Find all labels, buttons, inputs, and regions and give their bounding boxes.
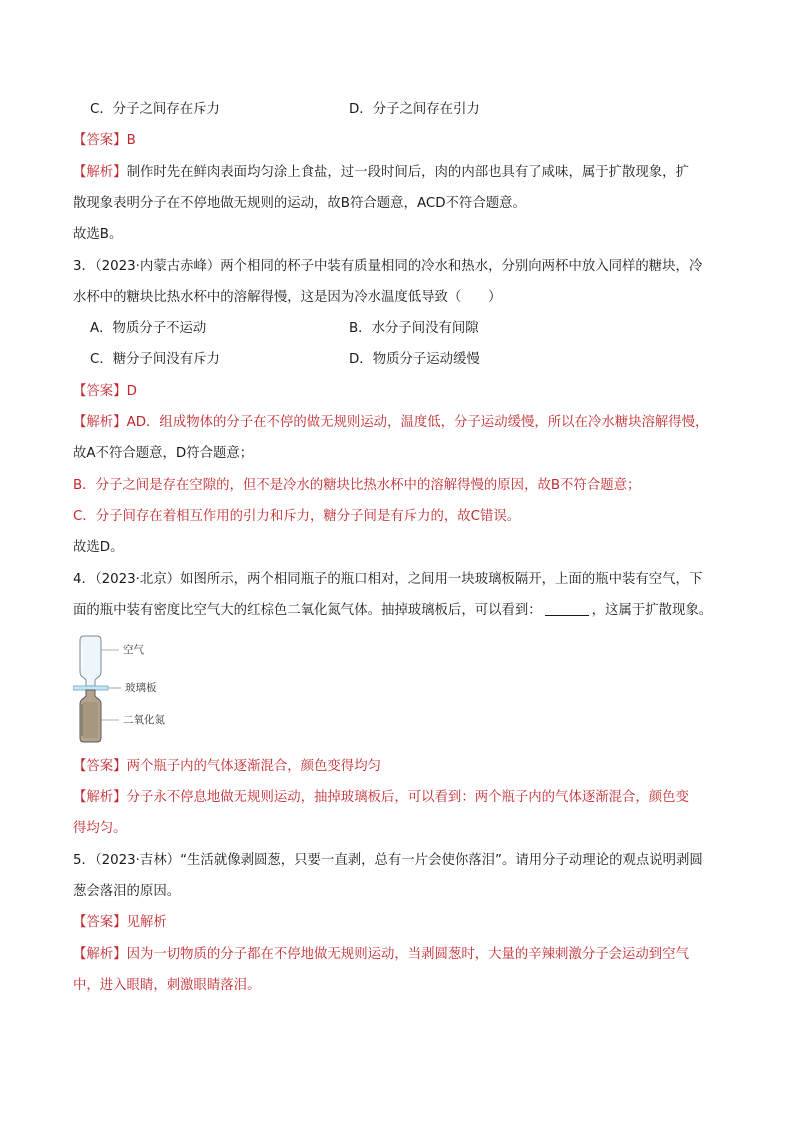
q4-analysis-line-1 — [73, 788, 689, 808]
q3-analysis-line-2: 故A不符合题意，D符合题意； — [73, 446, 254, 461]
q4-analysis-line-2: 得均匀。 — [73, 821, 127, 836]
answer-tag: 【答案】 — [73, 915, 127, 930]
q3-option-b: B．水分子间没有间隙 — [349, 321, 479, 336]
q2-answer — [73, 131, 136, 151]
q4-answer — [73, 757, 381, 777]
answer-tag: 【答案】 — [73, 384, 127, 399]
analysis-text: 分子永不停息地做无规则运动，抽掉玻璃板后，可以看到：两个瓶子内的气体逐渐混合，颜色变 — [126, 790, 689, 805]
analysis-text: 制作时先在鲜肉表面均匀涂上食盐，过一段时间后，肉的内部也具有了咸味，属于扩散现象，扩 — [126, 165, 689, 180]
q2-analysis-line-1 — [73, 163, 689, 183]
answer-value: B — [126, 133, 136, 148]
q4-stem-after-blank: ，这属于扩散现象。 — [591, 603, 713, 618]
answer-tag: 【答案】 — [73, 759, 127, 774]
analysis-tag: 【解析】 — [73, 415, 127, 430]
q4-stem-before-blank: 面的瓶中装有密度比空气大的红棕色二氧化氮气体。抽掉玻璃板后，可以看到： — [73, 603, 542, 618]
glass-plate — [73, 686, 108, 690]
q3-answer — [73, 382, 137, 402]
q3-analysis-line-3: B．分子之间是存在空隙的，但不是冷水的糖块比热水杯中的溶解得慢的原因，故B不符合题意； — [73, 478, 641, 493]
q3-option-a: A．物质分子不运动 — [90, 321, 207, 336]
analysis-tag: 【解析】 — [73, 165, 127, 180]
q2-analysis-line-2: 散现象表明分子在不停地做无规则的运动，故B符合题意，ACD不符合题意。 — [73, 196, 526, 211]
answer-tag: 【答案】 — [73, 133, 127, 148]
analysis-text: AD．组成物体的分子在不停的做无规则运动，温度低，分子运动缓慢，所以在冷水糖块溶解得慢， — [126, 415, 709, 430]
q5-stem-line-1: 5．（2023·吉林）“生活就像剥圆葱，只要一直剥，总有一片会使你落泪”。请用分子动理论的观点说明剥圆 — [73, 853, 703, 868]
q5-stem-line-2: 葱会落泪的原因。 — [73, 884, 181, 899]
answer-value: 两个瓶子内的气体逐渐混合，颜色变得均匀 — [126, 759, 381, 774]
q5-answer — [73, 913, 167, 933]
q5-analysis-line-1 — [73, 945, 689, 965]
figure-label-glass: 玻璃板 — [125, 682, 157, 694]
upper-bottle — [80, 636, 101, 686]
q5-analysis-line-2: 中，进入眼睛，刺激眼睛落泪。 — [73, 978, 261, 993]
q3-stem-line-2: 水杯中的糖块比热水杯中的溶解得慢，这是因为冷水温度低导致（ ） — [73, 290, 502, 305]
q3-option-c: C．糖分子间没有斥力 — [90, 352, 220, 367]
analysis-tag: 【解析】 — [73, 947, 127, 962]
bottles-diagram — [73, 634, 213, 746]
q2-option-c: C．分子之间存在斥力 — [90, 102, 220, 117]
q2-option-d: D．分子之间存在引力 — [349, 102, 480, 117]
analysis-tag: 【解析】 — [73, 790, 127, 805]
answer-blank — [545, 601, 589, 616]
q3-analysis-line-1 — [73, 413, 708, 433]
figure-label-no2: 二氧化氮 — [123, 714, 165, 726]
answer-value: D — [126, 384, 137, 399]
q3-stem-line-1: 3．（2023·内蒙古赤峰）两个相同的杯子中装有质量相同的冷水和热水，分别向两杯中放入同样的糖块，冷 — [73, 259, 703, 274]
analysis-text: 因为一切物质的分子都在不停地做无规则运动，当剥圆葱时，大量的辛辣刺激分子会运动到空气 — [126, 947, 689, 962]
q3-analysis-line-4: C．分子间存在着相互作用的引力和斥力，糖分子间是有斥力的，故C错误。 — [73, 509, 521, 524]
answer-value: 见解析 — [126, 915, 167, 930]
figure-label-air: 空气 — [123, 644, 144, 656]
q2-conclusion: 故选B。 — [73, 227, 123, 242]
q3-conclusion: 故选D。 — [73, 540, 124, 555]
no2-gas — [83, 702, 98, 738]
q4-stem-line-2 — [73, 601, 712, 621]
q4-stem-line-1: 4．（2023·北京）如图所示，两个相同瓶子的瓶口相对，之间用一块玻璃板隔开，上面的瓶中装有空气，下 — [73, 572, 703, 587]
q3-option-d: D．物质分子运动缓慢 — [349, 352, 480, 367]
